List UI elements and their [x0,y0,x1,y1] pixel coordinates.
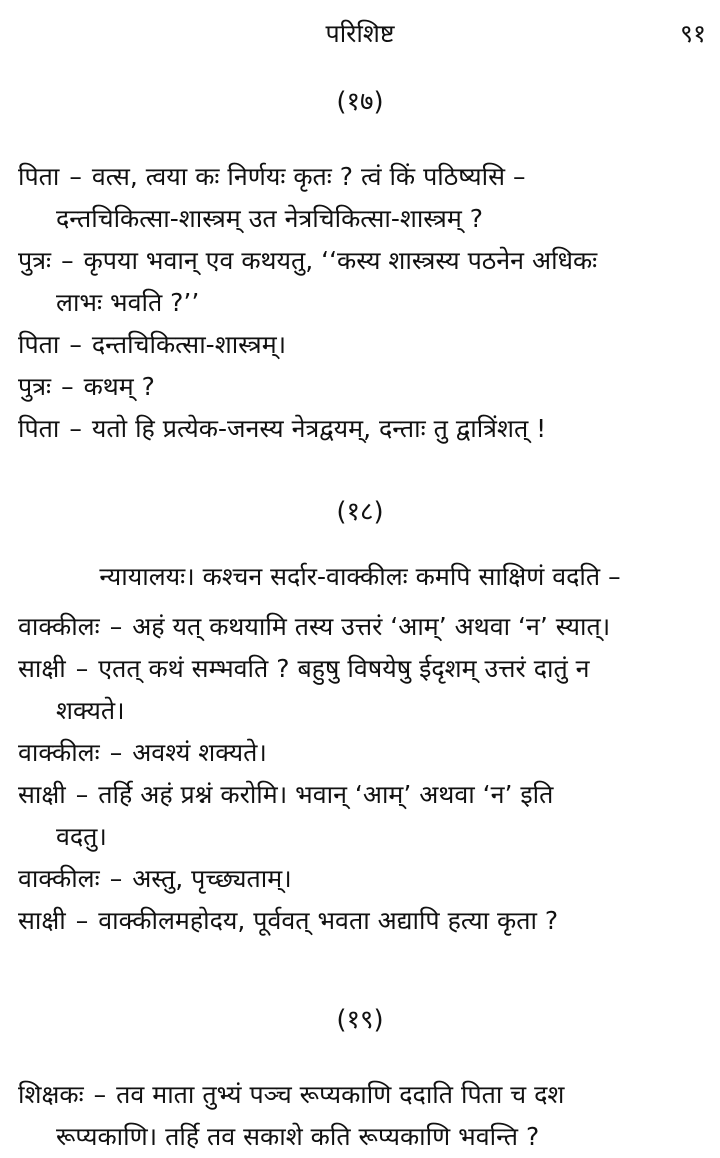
section-number: (१९) [336,1005,384,1035]
dialogue-continuation: रूप्यकाणि। तर्हि तव सकाशे कति रूप्यकाणि भवन्ति ? [56,1122,540,1151]
page-number: ९१ [679,19,706,48]
dialogue-text: अस्तु, पृच्छ्यताम्। [132,864,292,893]
section-17 [0,82,720,450]
dialogue-line: साक्षी – एतत् कथं सम्भवति ? बहुषु विषयेषु ईदृशम् उत्तरं दातुं न [18,654,590,683]
dialogue-line: वाक्कीलः – अस्तु, पृच्छ्यताम्। [18,864,292,893]
section-number: (१८) [336,497,384,527]
section-19 [0,1000,720,1158]
speaker-label: पुत्रः [18,372,52,401]
speaker-label: वाक्कीलः [18,738,100,767]
dialogue-text: एतत् कथं सम्भवति ? बहुषु विषयेषु ईदृशम् उत्तरं दातुं न [98,654,590,683]
running-title: परिशिष्ट [325,19,395,48]
dialogue-text: कृपया भवान् एव कथयतु, ‘‘कस्य शास्त्रस्य पठनेन अधिकः [83,246,598,275]
dialogue-line: पिता – वत्स, त्वया कः निर्णयः कृतः ? त्वं किं पठिष्यसि – [18,162,526,191]
dialogue-line: वाक्कीलः – अवश्यं शक्यते। [18,738,267,767]
speaker-label: शिक्षकः [18,1080,84,1109]
speaker-label: वाक्कीलः [18,612,100,641]
speaker-label: साक्षी [18,654,66,683]
speaker-label: साक्षी [18,780,66,809]
dialogue-line: पिता – दन्तचिकित्सा-शास्त्रम्। [18,330,287,359]
dialogue-continuation: दन्तचिकित्सा-शास्त्रम् उत नेत्रचिकित्सा-शास्त्रम् ? [56,204,484,233]
dialogue-text: वत्स, त्वया कः निर्णयः कृतः ? त्वं किं पठिष्यसि – [91,162,526,191]
dialogue-continuation: शक्यते। [56,696,125,725]
dialogue-continuation: लाभः भवति ?’’ [56,288,200,317]
speaker-label: पिता [18,162,60,191]
dialogue-line: पिता – यतो हि प्रत्येक-जनस्य नेत्रद्वयम्, दन्ताः तु द्वात्रिंशत् ! [18,414,547,443]
dialogue-continuation: वदतु। [56,822,107,851]
dialogue-text: कथम् ? [83,372,155,401]
dialogue-text: दन्तचिकित्सा-शास्त्रम्। [91,330,287,359]
speaker-label: साक्षी [18,906,66,935]
speaker-label: पिता [18,414,60,443]
speaker-label: पुत्रः [18,246,52,275]
dialogue-line: पुत्रः – कृपया भवान् एव कथयतु, ‘‘कस्य शास्त्रस्य पठनेन अधिकः [18,246,598,275]
dialogue-line: शिक्षकः – तव माता तुभ्यं पञ्च रूप्यकाणि ददाति पिता च दश [18,1080,565,1109]
dialogue-text: वाक्कीलमहोदय, पूर्ववत् भवता अद्यापि हत्या कृता ? [98,906,559,935]
dialogue-line: पुत्रः – कथम् ? [18,372,155,401]
dialogue-text: तव माता तुभ्यं पञ्च रूप्यकाणि ददाति पिता च दश [116,1080,565,1109]
section-18 [0,492,720,942]
dialogue-text: तर्हि अहं प्रश्नं करोमि। भवान् ‘आम्’ अथवा ‘न’ इति [98,780,554,809]
dialogue-text: अवश्यं शक्यते। [132,738,267,767]
speaker-label: वाक्कीलः [18,864,100,893]
dialogue-line: साक्षी – तर्हि अहं प्रश्नं करोमि। भवान् ‘आम्’ अथवा ‘न’ इति [18,780,554,809]
dialogue-line: वाक्कीलः – अहं यत् कथयामि तस्य उत्तरं ‘आम्’ अथवा ‘न’ स्यात्। [18,612,611,641]
dialogue-line: साक्षी – वाक्कीलमहोदय, पूर्ववत् भवता अद्यापि हत्या कृता ? [18,906,559,935]
scene-intro: न्यायालयः। कश्चन सर्दार-वाक्कीलः कमपि साक्षिणं वदति – [99,562,621,591]
dialogue-text: अहं यत् कथयामि तस्य उत्तरं ‘आम्’ अथवा ‘न’ स्यात्। [132,612,611,641]
speaker-label: पिता [18,330,60,359]
running-header [0,12,720,52]
dialogue-text: यतो हि प्रत्येक-जनस्य नेत्रद्वयम्, दन्ताः तु द्वात्रिंशत् ! [91,414,547,443]
section-number: (१७) [336,87,384,117]
